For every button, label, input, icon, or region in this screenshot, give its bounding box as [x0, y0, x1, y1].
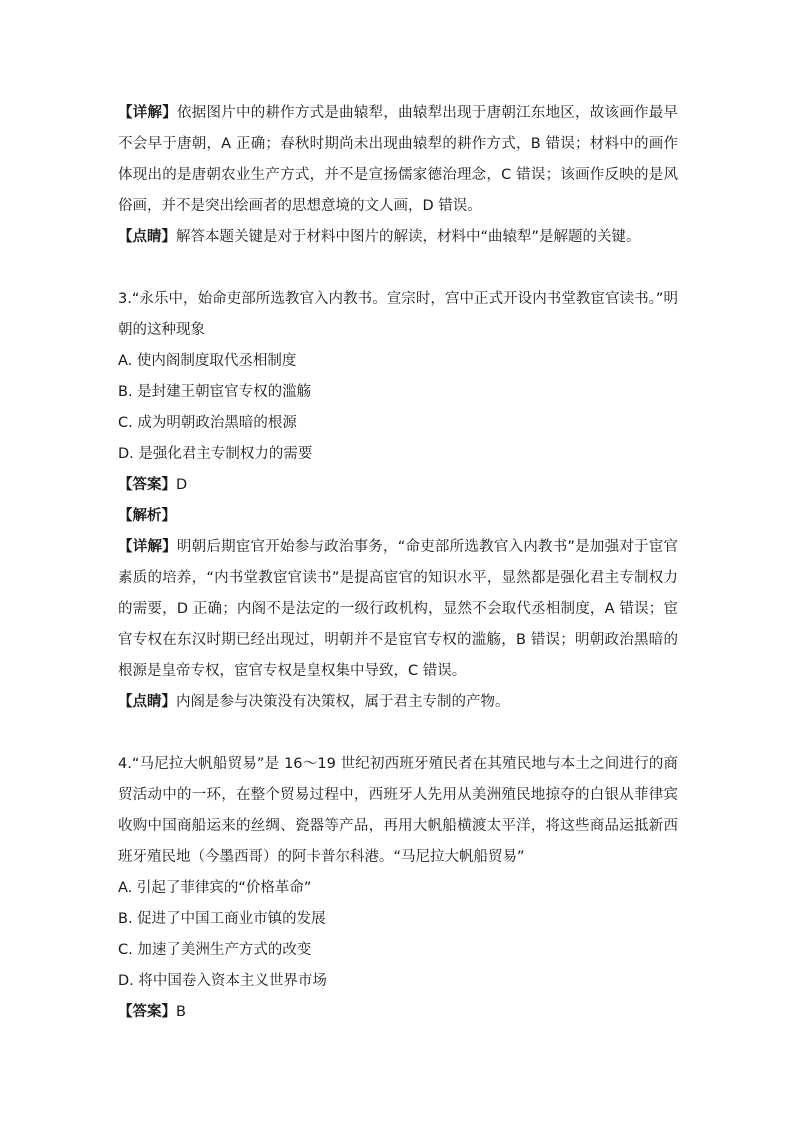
q4-answer-value: B: [176, 1004, 186, 1020]
q3-detail: [118, 532, 678, 687]
q3-option-b: B. 是封建王朝宦官专权的滥觞: [118, 384, 312, 400]
q4-option-d: D. 将中国卷入资本主义世界市场: [118, 973, 327, 989]
q3-option-a: A. 使内阁制度取代丞相制度: [118, 353, 297, 369]
q3-stem: 3.“永乐中，始命吏部所选教官入内教书。宣宗时，宫中正式开设内书堂教宦官读书。”明朝的这种现象: [118, 291, 678, 338]
q3-analysis-tag: 【解析】: [118, 508, 176, 524]
q2-detail-text: 依据图片中的耕作方式是曲辕犁，曲辕犁出现于唐朝江东地区，故该画作最早不会早于唐朝，A 正确；春秋时期尚未出现曲辕犁的耕作方式，B 错误；材料中的画作体现出的是唐朝农业生产方式，并不是宣扬儒家德治理念，C 错误；该画作反映的是风俗画，并不是突出绘画者的思想意境的文人画，D 错误。: [118, 105, 679, 214]
q2-tip-tag: 【点睛】: [118, 229, 176, 245]
q3-option-d: D. 是强化君主专制权力的需要: [118, 446, 313, 462]
q3-tip-tag: 【点睛】: [118, 694, 176, 710]
q3-analysis-heading: [118, 501, 678, 532]
q2-tip-text: 解答本题关键是对于材料中图片的解读，材料中“曲辕犁”是解题的关键。: [176, 229, 641, 245]
spacer: [118, 718, 678, 749]
q3-tip: [118, 687, 678, 718]
q3-answer: [118, 470, 678, 501]
q4-stem: 4.“马尼拉大帆船贸易”是 16～19 世纪初西班牙殖民者在其殖民地与本土之间进行的商贸活动中的一环，在整个贸易过程中，西班牙人先用从美洲殖民地掠夺的白银从菲律宾收购中国商船运来的丝绸、瓷器等产品，再用大帆船横渡太平洋，将这些商品运抵新西班牙殖民地（今墨西哥）的阿卡普尔科港。“马尼拉大帆船贸易”: [118, 756, 678, 865]
q4-option-a: A. 引起了菲律宾的“价格革命”: [118, 880, 312, 896]
q4-answer-tag: 【答案】: [118, 1004, 176, 1020]
q2-tip: [118, 222, 678, 253]
spacer: [118, 253, 678, 284]
q4-option-c: C. 加速了美洲生产方式的改变: [118, 942, 312, 958]
q2-detail-tag: 【详解】: [118, 105, 177, 121]
q4-answer: [118, 997, 678, 1028]
document-page: [118, 98, 678, 1028]
q2-detail: [118, 98, 678, 222]
q4-option-b: B. 促进了中国工商业市镇的发展: [118, 911, 326, 927]
q3-answer-tag: 【答案】: [118, 477, 176, 493]
q3-detail-text: 明朝后期宦官开始参与政治事务，“命吏部所选教官入内教书”是加强对于宦官素质的培养，“内书堂教宦官读书”是提高宦官的知识水平，显然都是强化君主专制权力的需要，D 正确；内阁不是法定的一级行政机构，显然不会取代丞相制度，A 错误；宦官专权在东汉时期已经出现过，明朝并不是宦官专权的滥觞，B 错误；明朝政治黑暗的根源是皇帝专权，宦官专权是皇权集中导致，C 错误。: [118, 539, 679, 679]
q3-option-c: C. 成为明朝政治黑暗的根源: [118, 415, 297, 431]
q3-tip-text: 内阁是参与决策没有决策权，属于君主专制的产物。: [176, 694, 510, 710]
q3-detail-tag: 【详解】: [118, 539, 177, 555]
q3-answer-value: D: [176, 477, 188, 493]
